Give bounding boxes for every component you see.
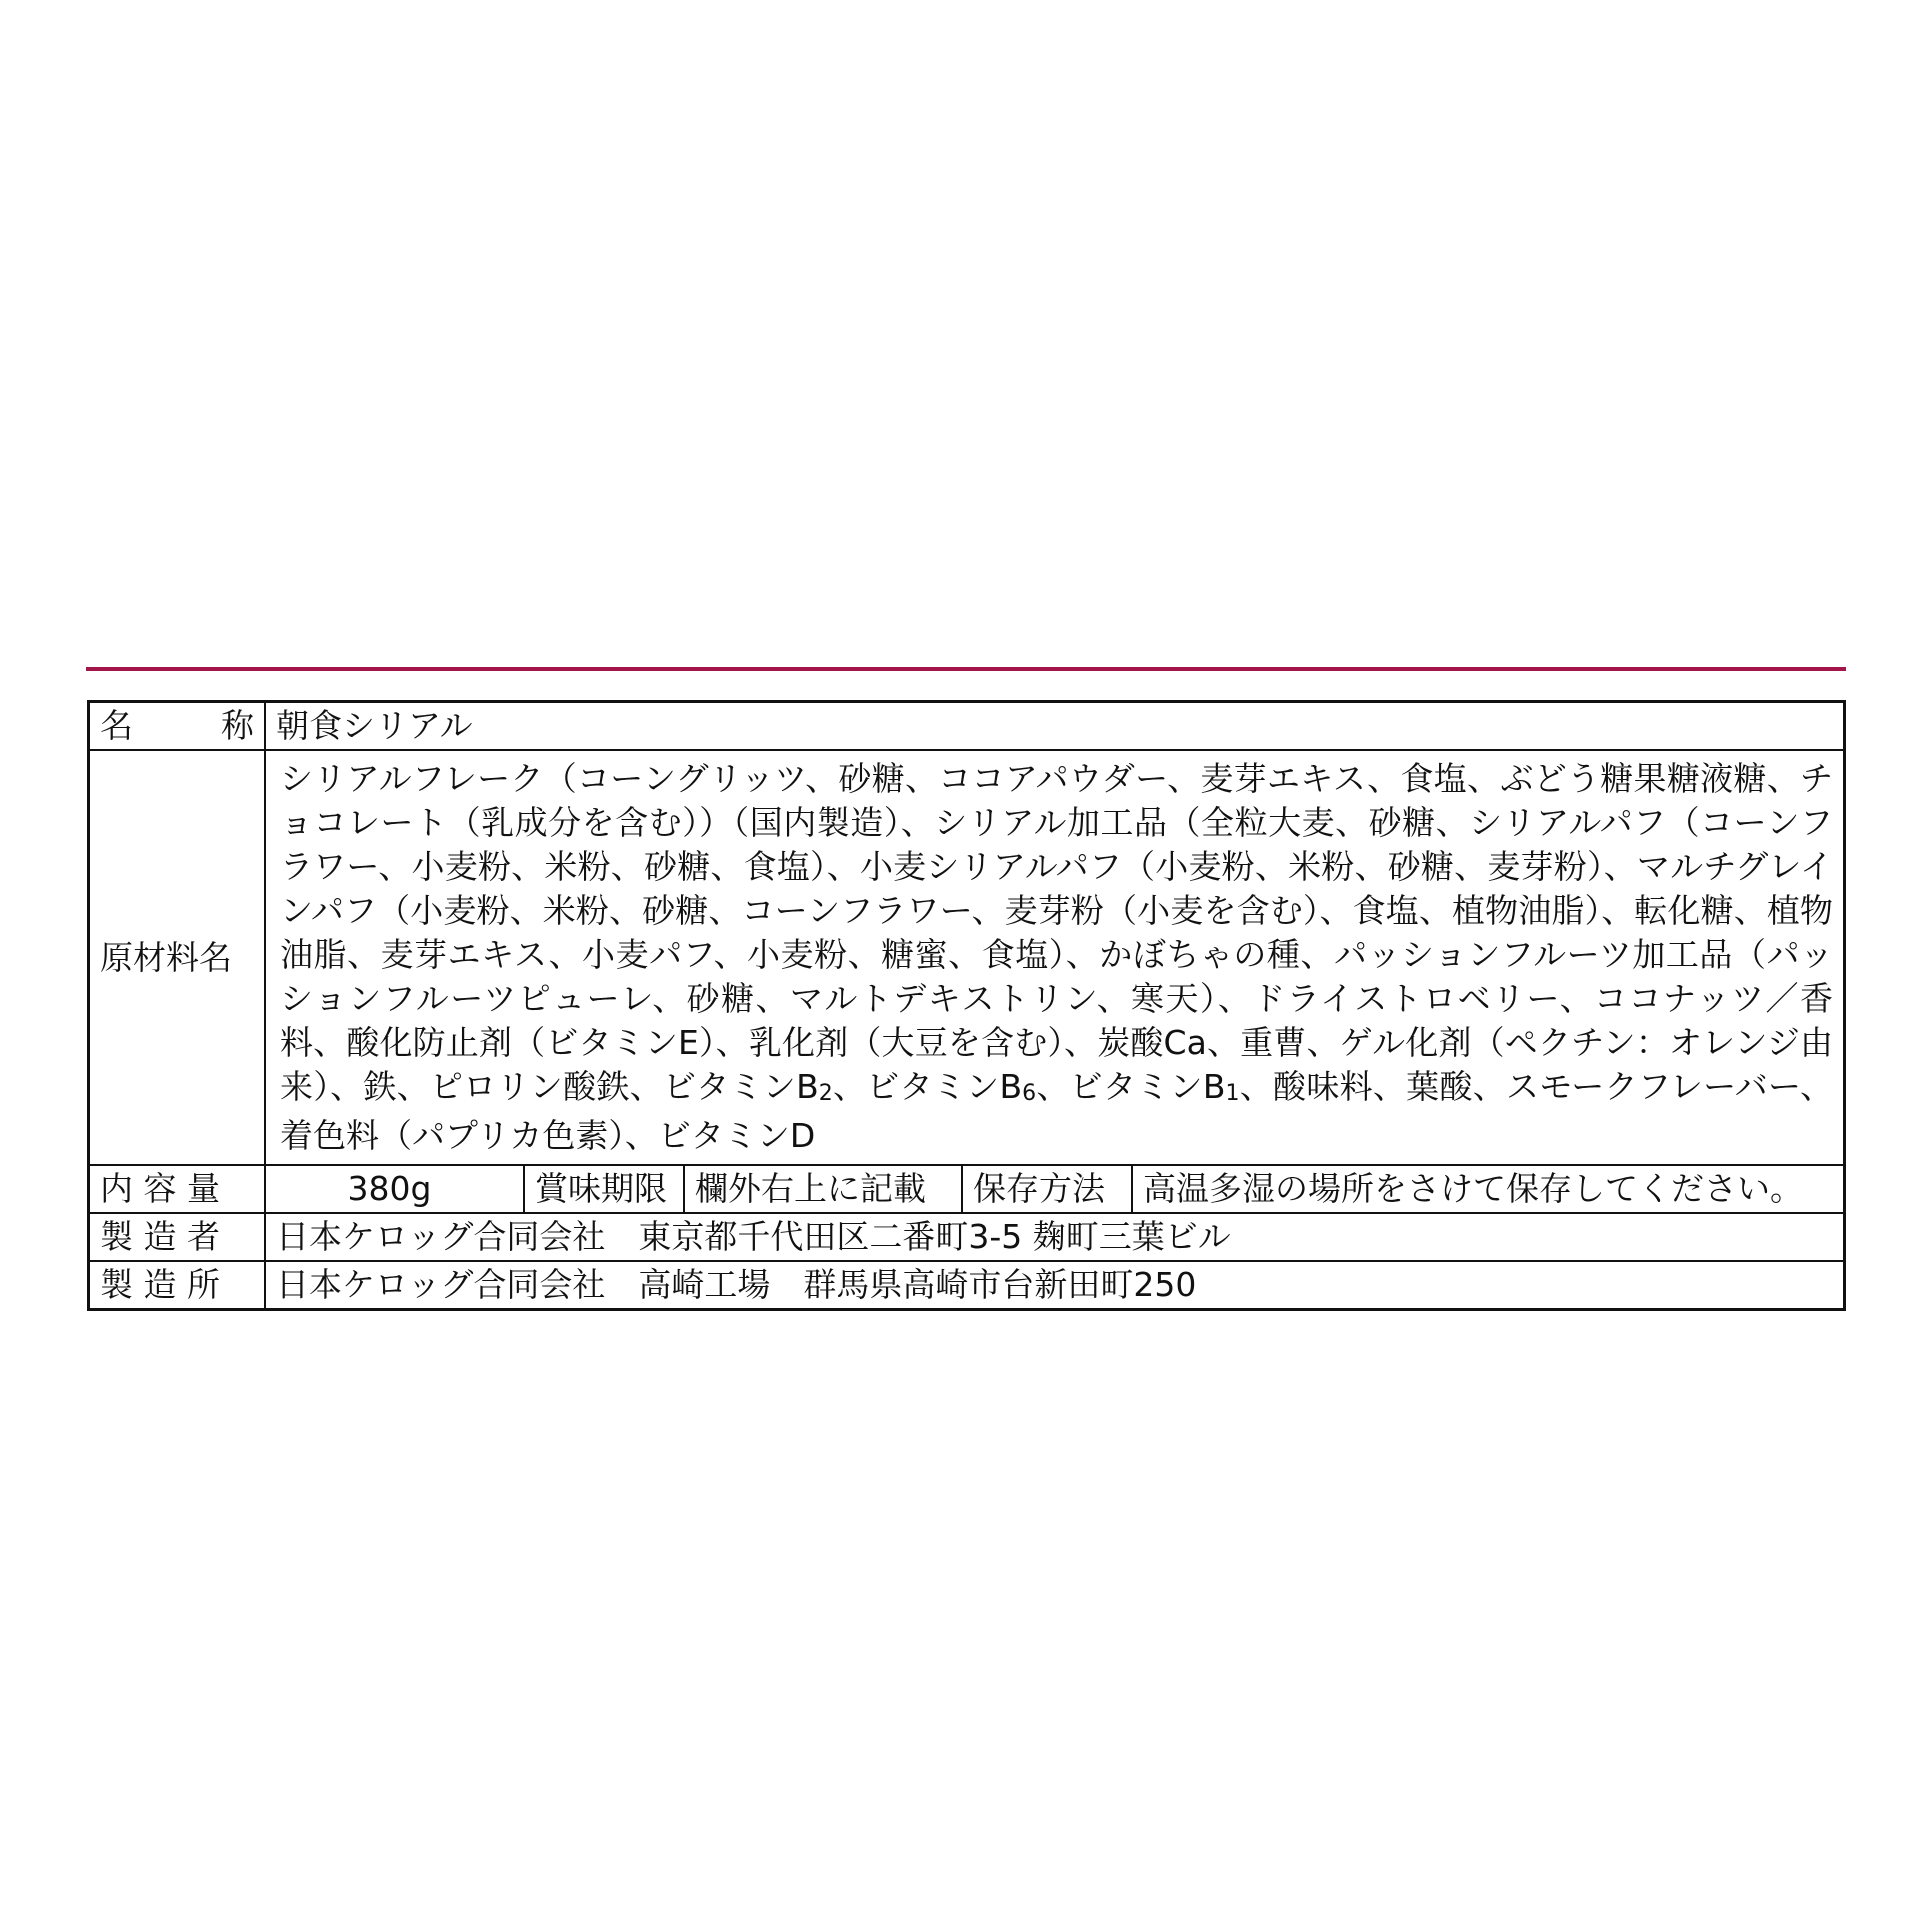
storage-value: 高温多湿の場所をさけて保存してください。 bbox=[1132, 1166, 1843, 1212]
factory-header: 製 造 所 bbox=[89, 1261, 266, 1310]
ingredients-header: 原材料名 bbox=[89, 750, 266, 1165]
ingredients-text-main: シリアルフレーク（コーングリッツ、砂糖、ココアパウダー、麦芽エキス、食塩、ぶどう糖果糖液糖、チョコレート（乳成分を含む））（国内製造）、シリアル加工品（全粒大麦、砂糖、シリアルパフ（コーンフラワー、小麦粉、米粉、砂糖、食塩）、小麦シリアルパフ（小麦粉、米粉、砂糖、麦芽粉）、マルチグレインパフ（小麦粉、米粉、砂糖、コーンフラワー、麦芽粉（小麦を含む）、食塩、植物油脂）、転化糖、植物油脂、麦芽エキス、小麦パフ、小麦粉、糖蜜、食塩）、かぼちゃの種、パッションフルーツ加工品（パッションフルーツピューレ、砂糖、マルトデキストリン、寒天）、ドライストロベリー、ココナッツ／香料、酸化防止剤（ビタミンE）、乳化剤（大豆を含む）、炭酸Ca、重曹、ゲル化剤（ペクチン：オレンジ由来）、鉄、ピロリン酸鉄、ビタミンB bbox=[280, 759, 1833, 1106]
accent-divider-line bbox=[86, 667, 1846, 671]
factory-row bbox=[89, 1261, 1845, 1310]
food-label-table bbox=[87, 700, 1846, 1311]
ingredients-text-tail: 、酸味料、葉酸、スモークフレーバー、着色料（パプリカ色素）、ビタミンD bbox=[280, 1067, 1834, 1155]
content-amount: 380g bbox=[347, 1169, 432, 1208]
manufacturer-value: 日本ケロッグ合同会社 東京都千代田区二番町3-5 麹町三葉ビル bbox=[265, 1213, 1845, 1261]
storage-header: 保存方法 bbox=[962, 1166, 1132, 1212]
content-row bbox=[89, 1165, 1845, 1213]
content-inner-table bbox=[266, 1166, 1843, 1212]
ingredients-row bbox=[89, 750, 1845, 1165]
best-before-header: 賞味期限 bbox=[524, 1166, 684, 1212]
ingredients-text-b6-prefix: 、ビタミンB bbox=[832, 1067, 1023, 1106]
name-row bbox=[89, 702, 1845, 751]
content-details bbox=[265, 1165, 1845, 1213]
name-value: 朝食シリアル bbox=[265, 702, 1845, 751]
factory-value: 日本ケロッグ合同会社 高崎工場 群馬県高崎市台新田町250 bbox=[265, 1261, 1845, 1310]
content-header: 内 容 量 bbox=[89, 1165, 266, 1213]
vitamin-b6-subscript: 6 bbox=[1022, 1081, 1037, 1106]
manufacturer-header: 製 造 者 bbox=[89, 1213, 266, 1261]
ingredients-value bbox=[265, 750, 1845, 1165]
ingredients-text-b1-prefix: 、ビタミンB bbox=[1036, 1067, 1226, 1106]
manufacturer-row bbox=[89, 1213, 1845, 1261]
name-header: 名 称 bbox=[89, 702, 266, 751]
best-before-value: 欄外右上に記載 bbox=[684, 1166, 962, 1212]
vitamin-b1-subscript: 1 bbox=[1225, 1081, 1240, 1106]
vitamin-b2-subscript: 2 bbox=[818, 1081, 833, 1106]
